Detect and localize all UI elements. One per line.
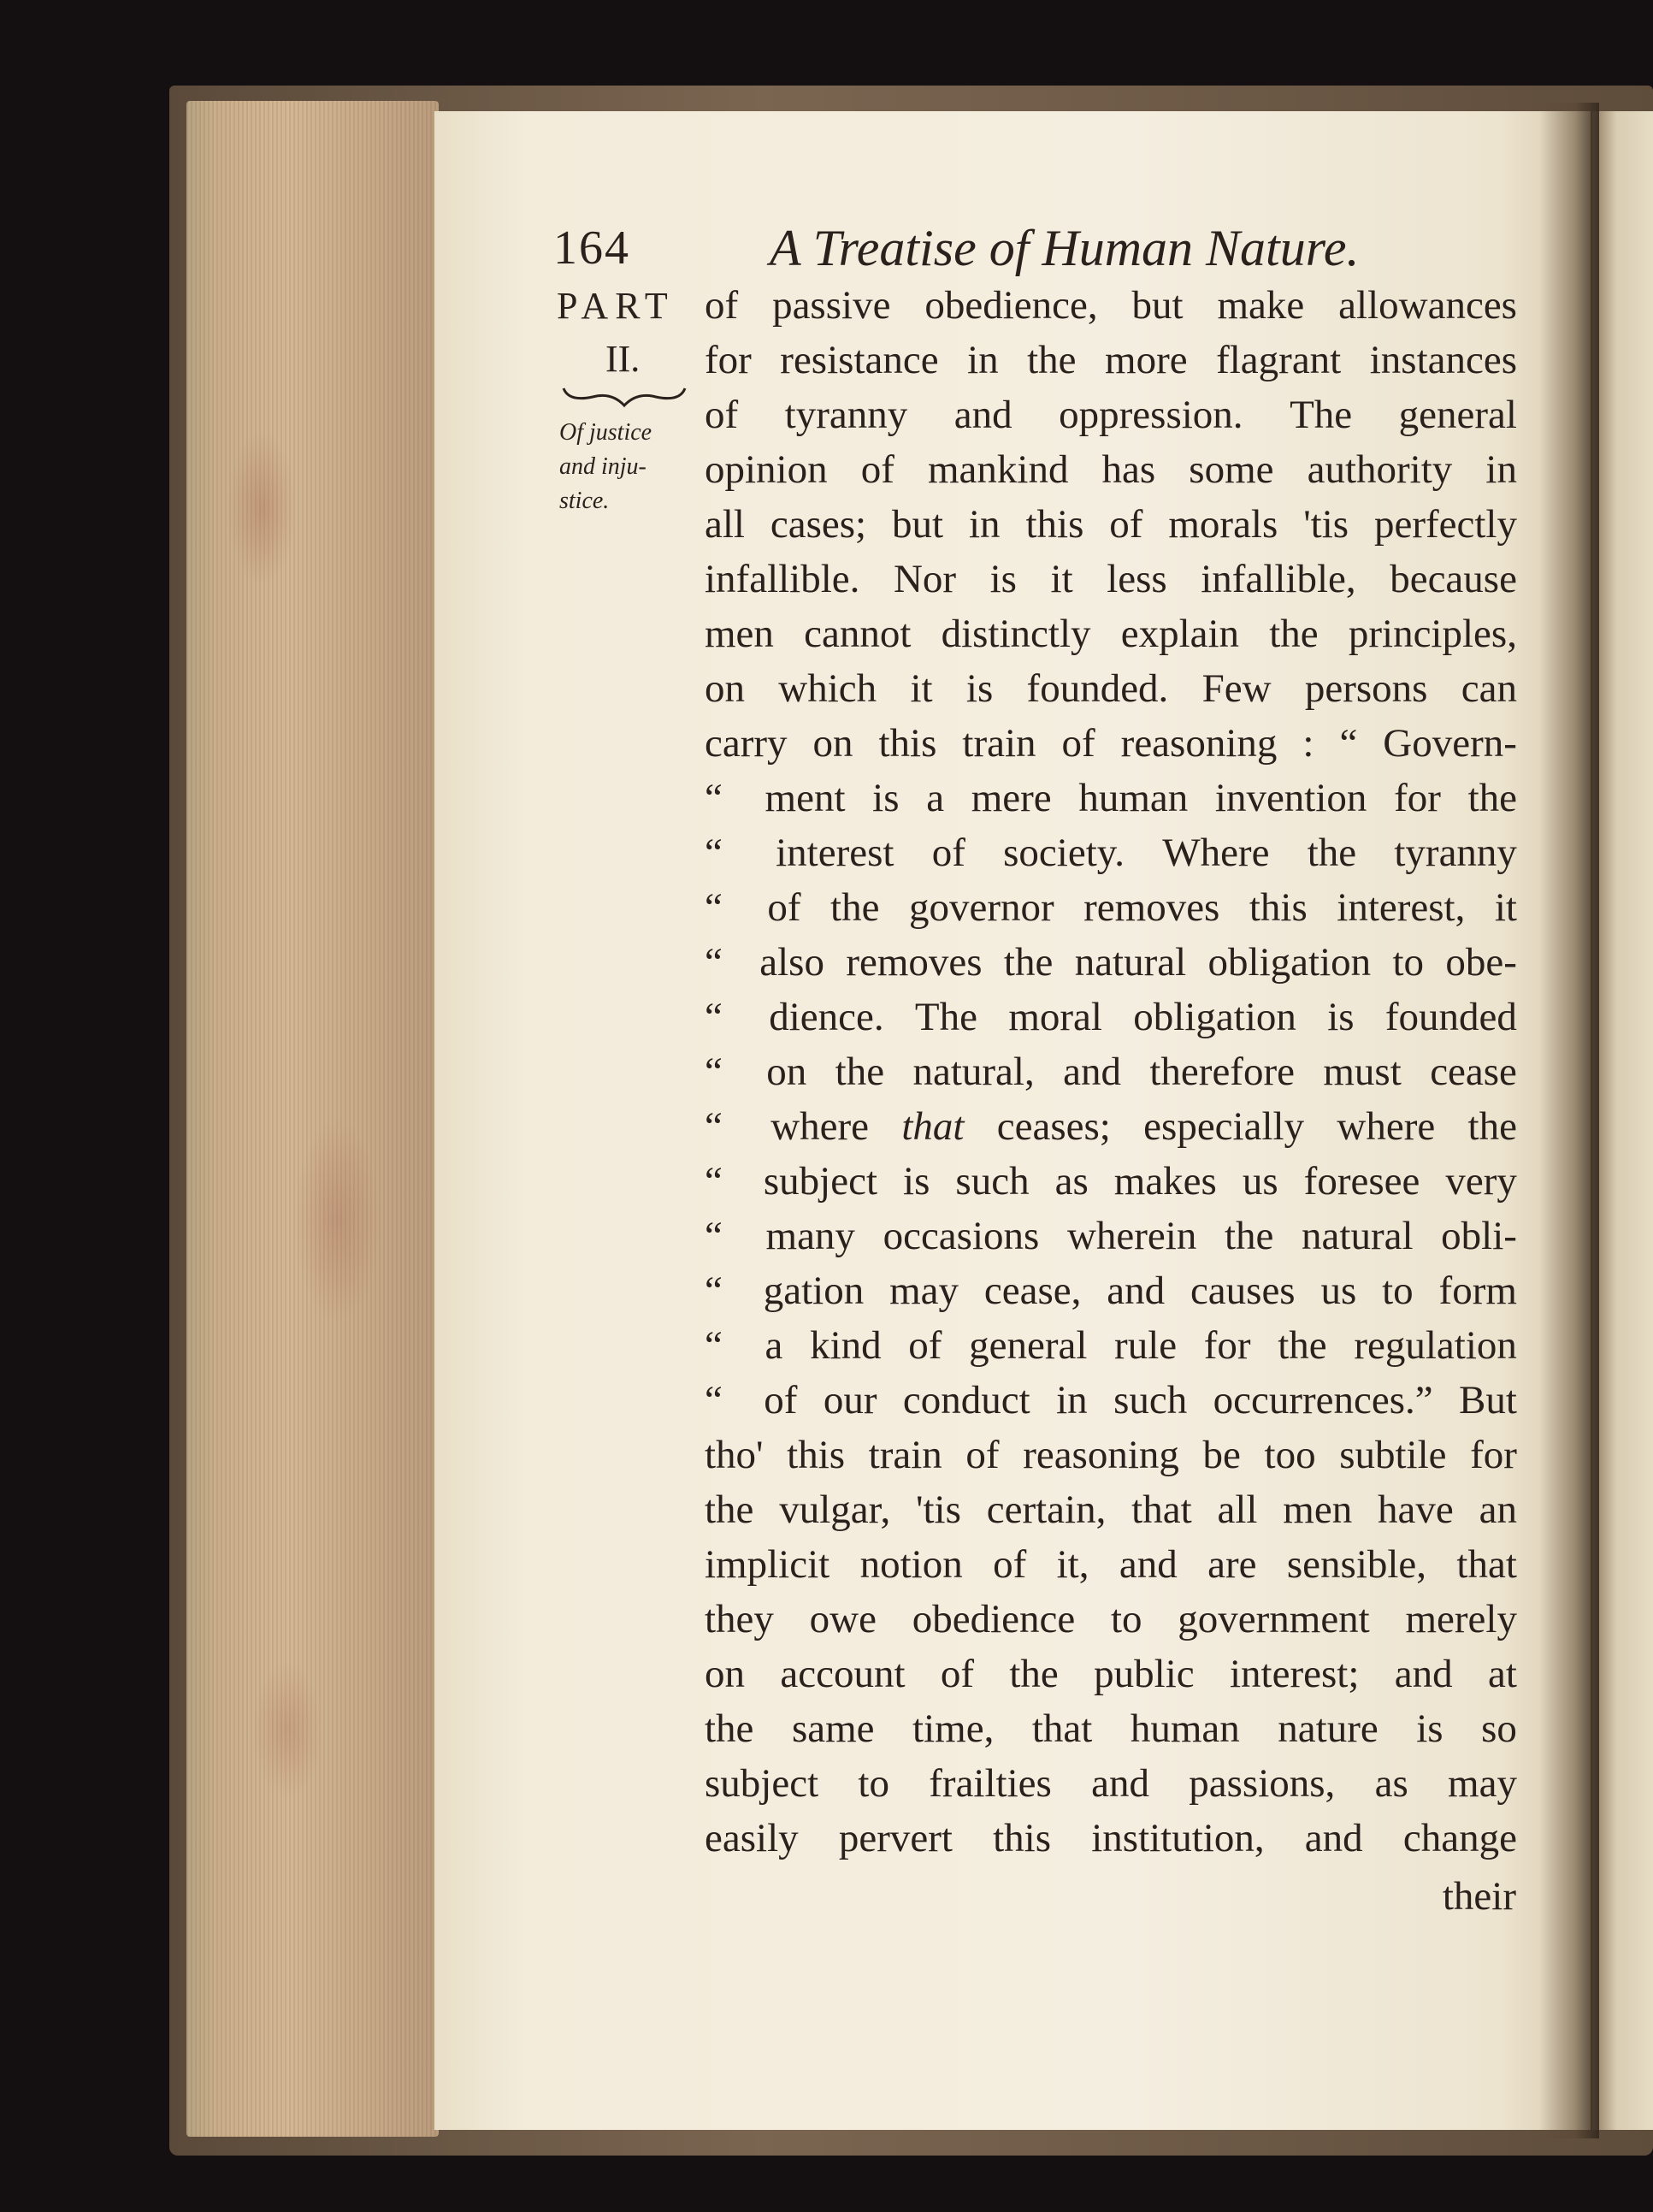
quote-mark: “ [705, 1214, 723, 1258]
facing-page-edge [1592, 111, 1653, 2130]
brace-ornament-icon [560, 383, 688, 409]
text-line: “ also removes the natural obligation to obe- [705, 939, 1517, 994]
text-line: men cannot distinctly explain the principles, [705, 612, 1517, 656]
page-edges [186, 101, 439, 2137]
text-line: carry on this train of reasoning : “ Govern- [705, 721, 1517, 766]
text-line: of tyranny and oppression. The general [705, 393, 1517, 437]
text-line: implicit notion of it, and are sensible, that [705, 1542, 1517, 1587]
running-head: A Treatise of Human Nature. [770, 220, 1360, 276]
quote-mark: “ [705, 776, 723, 820]
quote-mark: “ [705, 1269, 723, 1313]
quote-mark: “ [705, 995, 723, 1039]
text-line: they owe obedience to government merely [705, 1597, 1517, 1641]
text-line: of passive obedience, but make allowances [705, 283, 1517, 328]
text-line: “ on the natural, and therefore must cease [705, 1049, 1517, 1103]
quote-mark: “ [705, 940, 723, 985]
text-line: “ subject is such as makes us foresee very [705, 1158, 1517, 1213]
text-line: “ a kind of general rule for the regulation [705, 1322, 1517, 1377]
text-line: “ interest of society. Where the tyranny [705, 830, 1517, 884]
text-line: tho' this train of reasoning be too subtile for [705, 1433, 1517, 1477]
text-line: the vulgar, 'tis certain, that all men have an [705, 1487, 1517, 1532]
text-line: on which it is founded. Few persons can [705, 666, 1517, 711]
text-line: easily pervert this institution, and change [705, 1816, 1517, 1860]
quote-mark: “ [705, 1104, 723, 1149]
margin-note-line: stice. [559, 488, 610, 514]
margin-note-line: Of justice [559, 419, 652, 446]
text-line: the same time, that human nature is so [705, 1706, 1517, 1751]
text-line: “ gation may cease, and causes us to form [705, 1268, 1517, 1322]
text-line: “ many occasions wherein the natural obli- [705, 1213, 1517, 1268]
text-line: for resistance in the more flagrant instances [705, 338, 1517, 382]
text-line: infallible. Nor is it less infallible, because [705, 557, 1517, 601]
text-line: “ of the governor removes this interest, it [705, 884, 1517, 939]
quote-mark: “ [705, 831, 723, 875]
text-line: all cases; but in this of morals 'tis perfectly [705, 502, 1517, 547]
quote-mark: “ [705, 1323, 723, 1368]
spine-shadow [1539, 103, 1599, 2138]
text-line: opinion of mankind has some authority in [705, 447, 1517, 492]
body-text [705, 282, 1517, 1870]
catchword: their [1442, 1874, 1516, 1919]
quote-mark: “ [705, 1050, 723, 1094]
margin-part-label: PART [557, 285, 675, 327]
text-line: “ where that ceases; especially where the [705, 1103, 1517, 1158]
page-number: 164 [553, 222, 630, 275]
text-line: subject to frailties and passions, as may [705, 1761, 1517, 1806]
margin-part-number: II. [605, 338, 641, 380]
text-line: “ of our conduct in such occurrences.” But [705, 1377, 1517, 1432]
quote-mark: “ [705, 1159, 723, 1204]
text-line: “ dience. The moral obligation is founded [705, 994, 1517, 1049]
quote-mark: “ [705, 885, 723, 930]
text-line: “ ment is a mere human invention for the [705, 775, 1517, 830]
margin-note-line: and inju- [559, 453, 646, 480]
quote-mark: “ [705, 1378, 723, 1422]
text-line: on account of the public interest; and at [705, 1652, 1517, 1696]
